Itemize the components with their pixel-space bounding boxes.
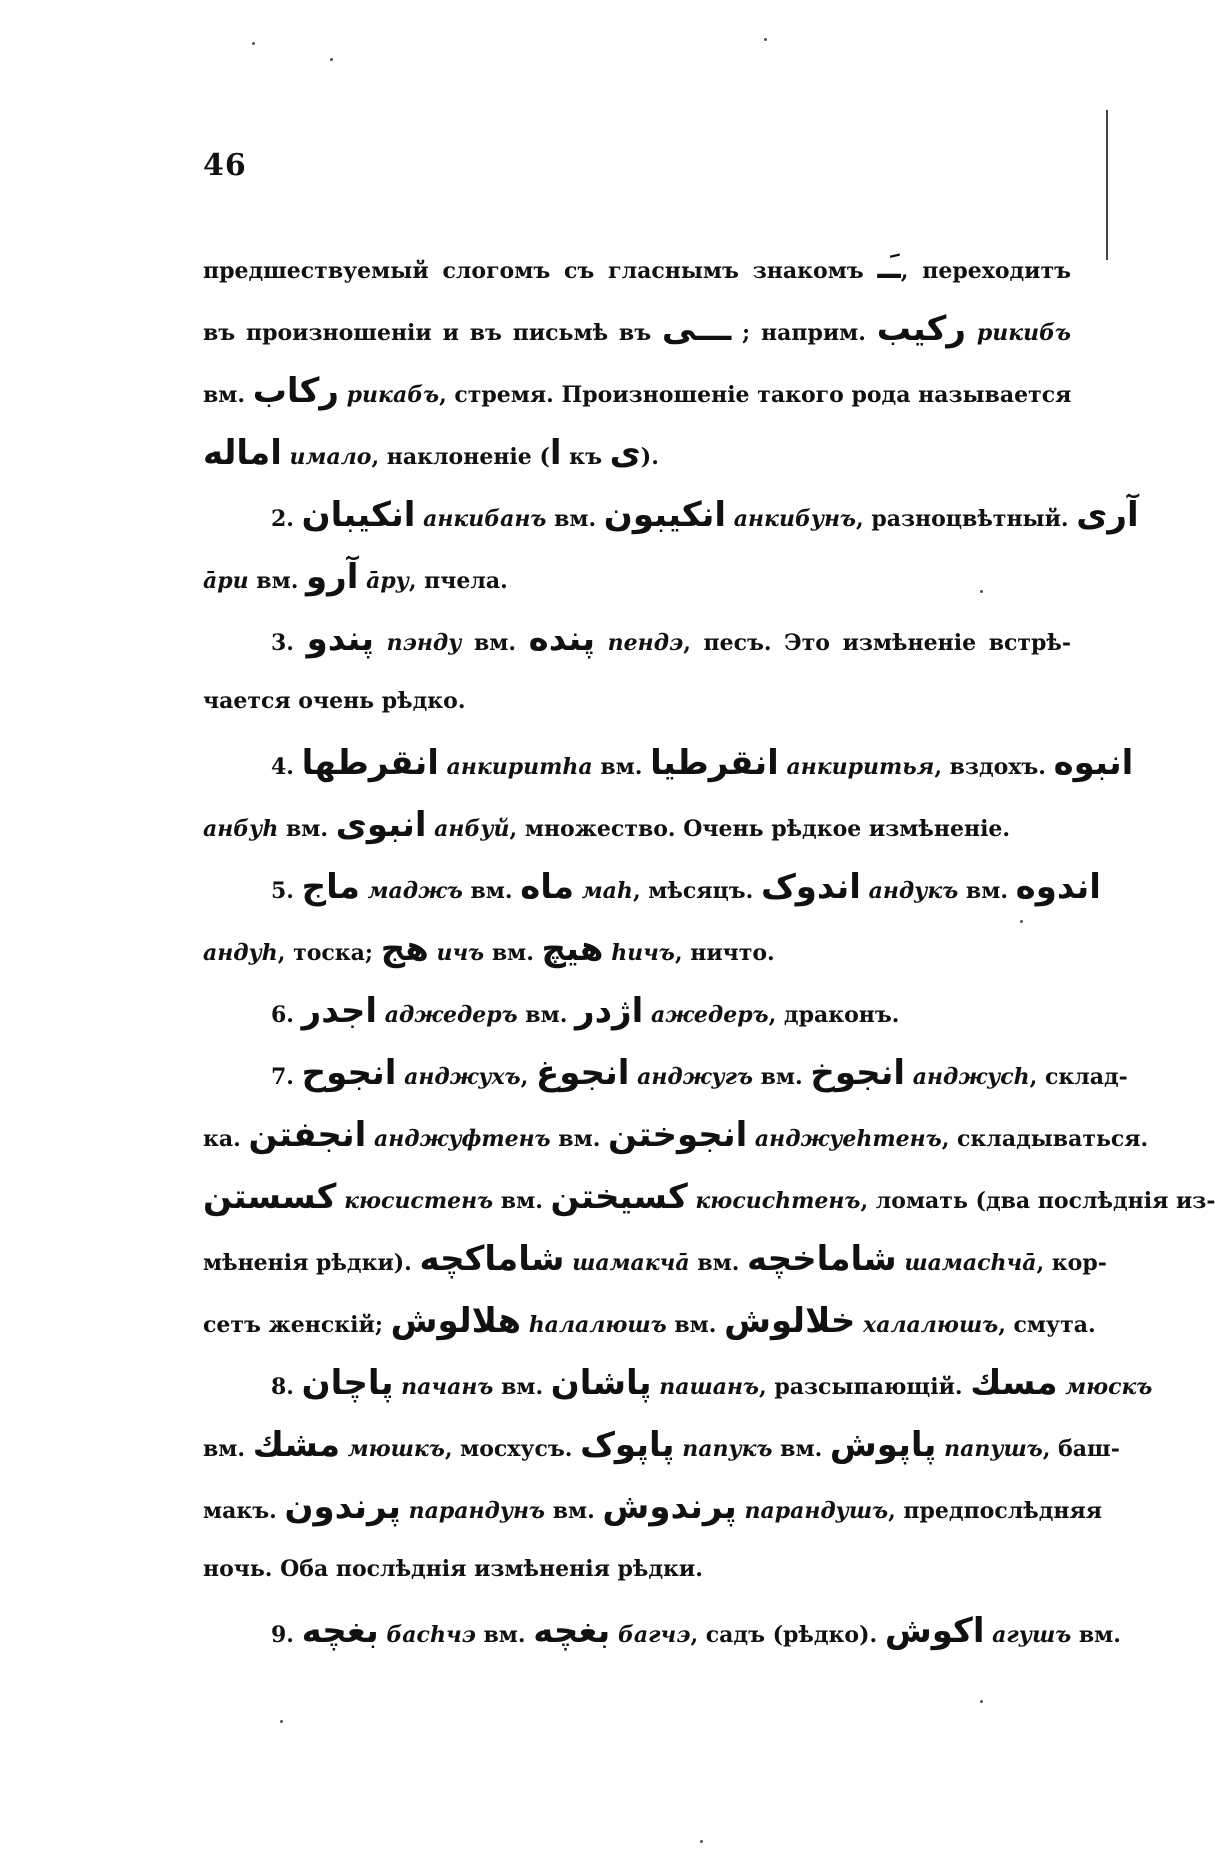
transliteration: рикибъ [976,320,1072,346]
persian-word: پرندون [284,1487,401,1527]
transliteration: āри [203,568,249,594]
scan-speck [330,58,333,61]
text-segment: чается очень рѣдко. [203,688,466,714]
text-segment: 8. [271,1374,302,1400]
text-segment [574,878,582,904]
text-line [203,1104,1149,1166]
scan-speck [252,42,255,45]
persian-word: پاپوک [580,1425,675,1465]
persian-word: انکیبان [301,495,416,535]
persian-word: مشك [252,1425,341,1465]
scan-speck [764,38,767,41]
persian-word: مسك [970,1363,1058,1403]
text-segment: , мѣсяцъ. [632,878,761,904]
transliteration: аджедеръ [384,1002,518,1028]
transliteration: анджусh [912,1064,1030,1090]
text-segment: вм. [550,1126,609,1152]
text-segment: ). [640,444,659,470]
text-segment [415,506,423,532]
text-segment [358,568,366,594]
transliteration: кюсистенъ [344,1188,494,1214]
transliteration: халалюшъ [863,1312,999,1338]
text-segment: вм. [203,1436,253,1462]
text-line [203,484,1139,546]
persian-word: کسیختن [550,1177,688,1217]
text-segment: , ничто. [674,940,775,966]
persian-word: هیچ [541,929,604,969]
persian-word: اماله [203,433,282,473]
text-segment [855,1312,863,1338]
text-segment: , наклоненіе ( [371,444,550,470]
text-segment: къ [561,444,610,470]
text-segment: , садъ (рѣдко). [690,1622,885,1648]
persian-word: اجدر [301,991,378,1031]
text-segment: вм. [248,568,307,594]
transliteration: āру [366,568,409,594]
text-line [203,360,1071,422]
transliteration: андукъ [868,878,959,904]
text-segment [360,878,368,904]
text-segment: вм. [546,506,604,532]
persian-word: پاچان [301,1363,394,1403]
scan-speck [980,1700,983,1703]
text-segment: вм. [689,1250,748,1276]
persian-word: آری [1076,495,1139,535]
persian-word: انقرطیا [650,743,779,783]
text-segment [401,1498,409,1524]
text-segment [366,1126,374,1152]
text-segment: , стремя. Произношеніе такого рода называется [439,382,1072,408]
persian-word: ـَـ [877,247,901,287]
text-segment [936,1436,944,1462]
transliteration: пачанъ [401,1374,494,1400]
text-segment [905,1064,913,1090]
scan-speck [280,1720,283,1723]
text-segment [439,754,447,780]
text-segment [643,1002,651,1028]
text-line [203,608,1071,670]
persian-word: ماه [520,867,575,907]
text-segment: , [520,1064,536,1090]
text-segment: , баш- [1042,1436,1120,1462]
transliteration: басhчэ [386,1622,476,1648]
transliteration: парандунъ [408,1498,546,1524]
persian-word: ـــى [661,309,732,349]
text-segment: 9. [271,1622,302,1648]
text-segment: , тоска; [277,940,381,966]
text-segment [282,444,290,470]
scan-speck [700,1840,703,1843]
transliteration: анбуй [434,816,510,842]
text-segment: вм. [666,1312,725,1338]
text-segment: макъ. [203,1498,285,1524]
text-line [203,980,1071,1042]
persian-word: انجفتن [248,1115,367,1155]
transliteration: анкибунъ [733,506,857,532]
text-segment: вм. [493,1188,551,1214]
transliteration: hалалюшъ [528,1312,667,1338]
persian-word: پاپوش [829,1425,937,1465]
text-segment: вм. [493,1374,551,1400]
text-segment: , ломать (два послѣднія из- [860,1188,1215,1214]
persian-word: پرندوش [602,1487,737,1527]
persian-word: کسستن [203,1177,337,1217]
persian-word: هج [380,929,429,969]
transliteration: мюскъ [1065,1374,1153,1400]
persian-word: پندو [306,619,375,659]
transliteration: пашанъ [659,1374,760,1400]
text-segment: ночь. Оба послѣднія измѣненія рѣдки. [203,1556,703,1582]
persian-word: بغچه [301,1611,379,1651]
transliteration: андуh [203,940,278,966]
text-segment [726,506,734,532]
transliteration: анджуфтенъ [374,1126,551,1152]
text-line [203,1414,1120,1476]
text-segment [377,1002,385,1028]
persian-word: انجوختن [608,1115,748,1155]
text-line [203,1352,1153,1414]
text-segment: , пчела. [408,568,508,594]
text-segment: вм. [772,1436,830,1462]
text-segment: ; наприм. [731,320,877,346]
persian-word: اندوه [1015,867,1101,907]
transliteration: шамаchчā [904,1250,1037,1276]
transliteration: анджуеhтенъ [754,1126,942,1152]
transliteration: ичъ [436,940,485,966]
text-segment: вм. [475,1622,534,1648]
text-line [203,1166,1215,1228]
text-segment: , драконъ. [768,1002,900,1028]
text-line [203,1290,1096,1352]
transliteration: мюшкъ [347,1436,445,1462]
transliteration: анкибанъ [423,506,547,532]
text-line [203,1538,1071,1600]
text-segment [747,1126,755,1152]
text-line [203,856,1101,918]
persian-word: انجوغ [535,1053,630,1093]
text-line [203,670,1071,732]
text-segment [610,1622,618,1648]
text-line [203,1600,1121,1662]
text-segment: 7. [271,1064,302,1090]
text-segment: 2. [271,506,302,532]
transliteration: hичъ [611,940,675,966]
text-line [203,422,1071,484]
text-segment: , разсыпающій. [759,1374,971,1400]
text-segment [336,1188,344,1214]
text-line [203,236,1071,298]
transliteration: имало [289,444,372,470]
text-segment: сетъ женскій; [203,1312,391,1338]
persian-word: انکیبون [603,495,727,535]
text-line [203,794,1071,856]
transliteration: маджъ [367,878,463,904]
persian-word: شاماکچه [419,1239,565,1279]
persian-word: انبوی [335,805,427,845]
persian-word: هلالوش [390,1301,522,1341]
text-segment: вм. [1071,1622,1121,1648]
persian-word: پاشان [550,1363,652,1403]
text-line [203,1476,1102,1538]
text-segment: ка. [203,1126,249,1152]
text-segment: 3. [271,630,307,656]
text-body [203,236,1215,1662]
text-segment [629,1064,637,1090]
persian-word: خلالوش [724,1301,856,1341]
text-segment: , мосхусъ. [444,1436,581,1462]
page-edge-rule [1106,110,1108,260]
persian-word: انقرطها [301,743,439,783]
text-segment [521,1312,529,1338]
transliteration: багчэ [618,1622,691,1648]
text-segment: , смута. [998,1312,1096,1338]
text-segment: вм. [517,1002,576,1028]
transliteration: маh [581,878,633,904]
persian-word: بغچه [533,1611,611,1651]
text-segment: вм. [461,630,529,656]
text-line [203,918,1071,980]
text-segment: , предпослѣдняя [888,1498,1102,1524]
persian-word: شاماخچه [747,1239,897,1279]
text-segment: вм. [958,878,1016,904]
persian-word: انجوح [301,1053,397,1093]
scan-speck [980,590,983,593]
text-segment: 6. [271,1002,302,1028]
text-segment: предшествуемый слогомъ съ гласнымъ знакомъ [203,258,878,284]
text-segment [374,630,387,656]
transliteration: парандушъ [744,1498,889,1524]
text-segment [595,630,608,656]
text-segment: 4. [271,754,302,780]
text-line [203,546,1071,608]
text-segment: , множество. Очень рѣдкое измѣненіе. [509,816,1011,842]
text-segment: мѣненія рѣдки). [203,1250,420,1276]
persian-word: انبوه [1053,743,1134,783]
persian-word: رکاب [252,371,339,411]
text-segment [396,1064,404,1090]
transliteration: анкиритья [786,754,935,780]
persian-word: انجوخ [810,1053,906,1093]
transliteration: папушъ [944,1436,1043,1462]
transliteration: шамакчā [572,1250,690,1276]
transliteration: пэнду [386,630,462,656]
text-segment: , разноцвѣтный. [856,506,1077,532]
transliteration: анбуh [203,816,279,842]
persian-word: اکوش [884,1611,985,1651]
text-segment [861,878,869,904]
transliteration: анджугъ [637,1064,753,1090]
scan-speck [1020,920,1023,923]
text-segment [966,320,977,346]
text-segment: вм. [592,754,651,780]
text-line [203,1228,1107,1290]
page-number: 46 [203,148,247,183]
text-segment [339,382,347,408]
text-line [203,1042,1128,1104]
transliteration: агушъ [992,1622,1072,1648]
text-segment [340,1436,348,1462]
text-segment: вм. [203,382,253,408]
persian-word: آرو [306,557,359,597]
text-segment: вм. [545,1498,603,1524]
text-line [203,298,1071,360]
text-segment: 5. [271,878,302,904]
text-segment: вм. [752,1064,811,1090]
text-segment: , складываться. [941,1126,1149,1152]
text-segment [393,1374,401,1400]
transliteration: папукъ [682,1436,773,1462]
persian-word: ماج [301,867,360,907]
persian-word: پنده [528,619,596,659]
text-segment: вм. [462,878,521,904]
text-segment: , переходитъ [900,258,1072,284]
text-segment: въ произношеніи и въ письмѣ въ [203,320,662,346]
transliteration: анджухъ [404,1064,521,1090]
persian-word: اژدر [575,991,644,1031]
transliteration: рикабъ [346,382,440,408]
text-segment: вм. [484,940,542,966]
persian-word: ا [549,433,562,473]
transliteration: кюсисhтенъ [695,1188,861,1214]
persian-word: ى [609,433,641,473]
text-segment: , склад- [1029,1064,1128,1090]
transliteration: анкиритhа [446,754,593,780]
text-segment: вм. [278,816,336,842]
text-segment: , песъ. Это измѣненіе встрѣ- [683,630,1071,656]
text-line [203,732,1134,794]
text-segment [564,1250,572,1276]
transliteration: пендэ [607,630,684,656]
text-segment: , кор- [1036,1250,1107,1276]
persian-word: رکیب [876,309,966,349]
text-segment: , вздохъ. [934,754,1054,780]
persian-word: اندوک [760,867,861,907]
transliteration: ажедеръ [650,1002,769,1028]
